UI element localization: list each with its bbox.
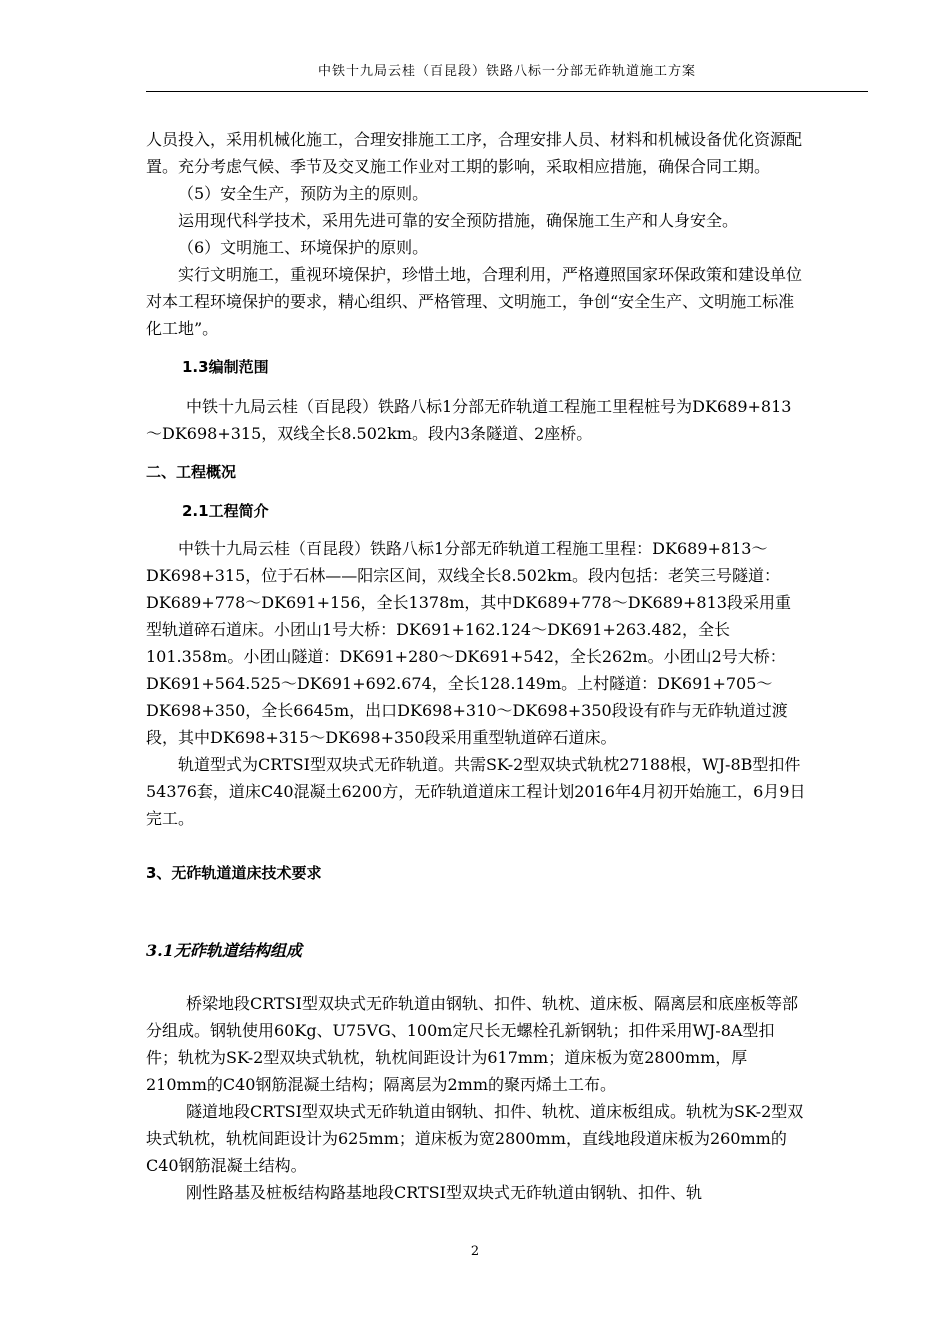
document-body — [146, 126, 806, 1206]
paragraph: 人员投入，采用机械化施工，合理安排施工工序，合理安排人员、材料和机械设备优化资源配置。充分考虑气候、季节及交叉施工作业对工期的影响，采取相应措施，确保合同工期。 — [146, 130, 803, 176]
paragraph: （5）安全生产，预防为主的原则。 — [178, 184, 429, 203]
section-heading-2: 二、工程概况 — [146, 463, 237, 481]
paragraph: 中铁十九局云桂（百昆段）铁路八标1分部无砟轨道工程施工里程桩号为DK689+813～DK698+315，双线全长8.502km。段内3条隧道、2座桥。 — [146, 397, 792, 443]
section-heading-2-1: 2.1工程简介 — [182, 502, 269, 520]
header-rule — [146, 91, 868, 92]
paragraph: 桥梁地段CRTSⅠ型双块式无砟轨道由钢轨、扣件、轨枕、道床板、隔离层和底座板等部分组成。钢轨使用60Kg、U75VG、100m定尺长无螺栓孔新钢轨；扣件采用WJ-8A型扣件；轨枕为SK-2型双块式轨枕，轨枕间距设计为617mm；道床板为宽2800mm，厚210mm的C40钢筋混凝土结构；隔离层为2mm的聚丙烯土工布。 — [146, 994, 798, 1094]
paragraph: 轨道型式为CRTSⅠ型双块式无砟轨道。共需SK-2型双块式轨枕27188根，WJ-8B型扣件54376套，道床C40混凝土6200方，无砟轨道道床工程计划2016年4月初开始施工，6月9日完工。 — [146, 755, 806, 828]
section-heading-3: 3、无砟轨道道床技术要求 — [146, 864, 322, 882]
paragraph: 实行文明施工，重视环境保护，珍惜土地，合理利用，严格遵照国家环保政策和建设单位对本工程环境保护的要求，精心组织、严格管理、文明施工，争创“安全生产、文明施工标准化工地”。 — [146, 265, 803, 338]
paragraph: 刚性路基及桩板结构路基地段CRTSⅠ型双块式无砟轨道由钢轨、扣件、轨 — [186, 1183, 702, 1202]
page-header: 中铁十九局云桂（百昆段）铁路八标一分部无砟轨道施工方案 — [317, 64, 696, 79]
paragraph: 运用现代科学技术，采用先进可靠的安全预防措施，确保施工生产和人身安全。 — [178, 211, 739, 230]
section-heading-1-3: 1.3编制范围 — [182, 358, 269, 376]
paragraph: （6）文明施工、环境保护的原则。 — [178, 238, 429, 257]
paragraph: 中铁十九局云桂（百昆段）铁路八标1分部无砟轨道工程施工里程：DK689+813～DK698+315，位于石林——阳宗区间，双线全长8.502km。段内包括：老笑三号隧道：DK689+778～DK691+156，全长1378m，其中DK689+778～DK689+813段采用重型轨道碎石道床。小团山1号大桥：DK691+162.124～DK691+263.482，全长101.358m。小团山隧道：DK691+280～DK691+542，全长262m。小团山2号大桥：DK691+564.525～DK691+692.674，全长128.149m。上村隧道：DK691+705～DK698+350，全长6645m，出口DK698+310～DK698+350段设有砟与无砟轨道过渡段，其中DK698+315～DK698+350段采用重型轨道碎石道床。 — [146, 539, 791, 747]
section-heading-3-1: 3.1无砟轨道结构组成 — [146, 941, 302, 960]
page-number: 2 — [470, 1244, 480, 1259]
paragraph: 隧道地段CRTSⅠ型双块式无砟轨道由钢轨、扣件、轨枕、道床板组成。轨枕为SK-2型双块式轨枕，轨枕间距设计为625mm；道床板为宽2800mm，直线地段道床板为260mm的C40钢筋混凝土结构。 — [146, 1102, 804, 1175]
